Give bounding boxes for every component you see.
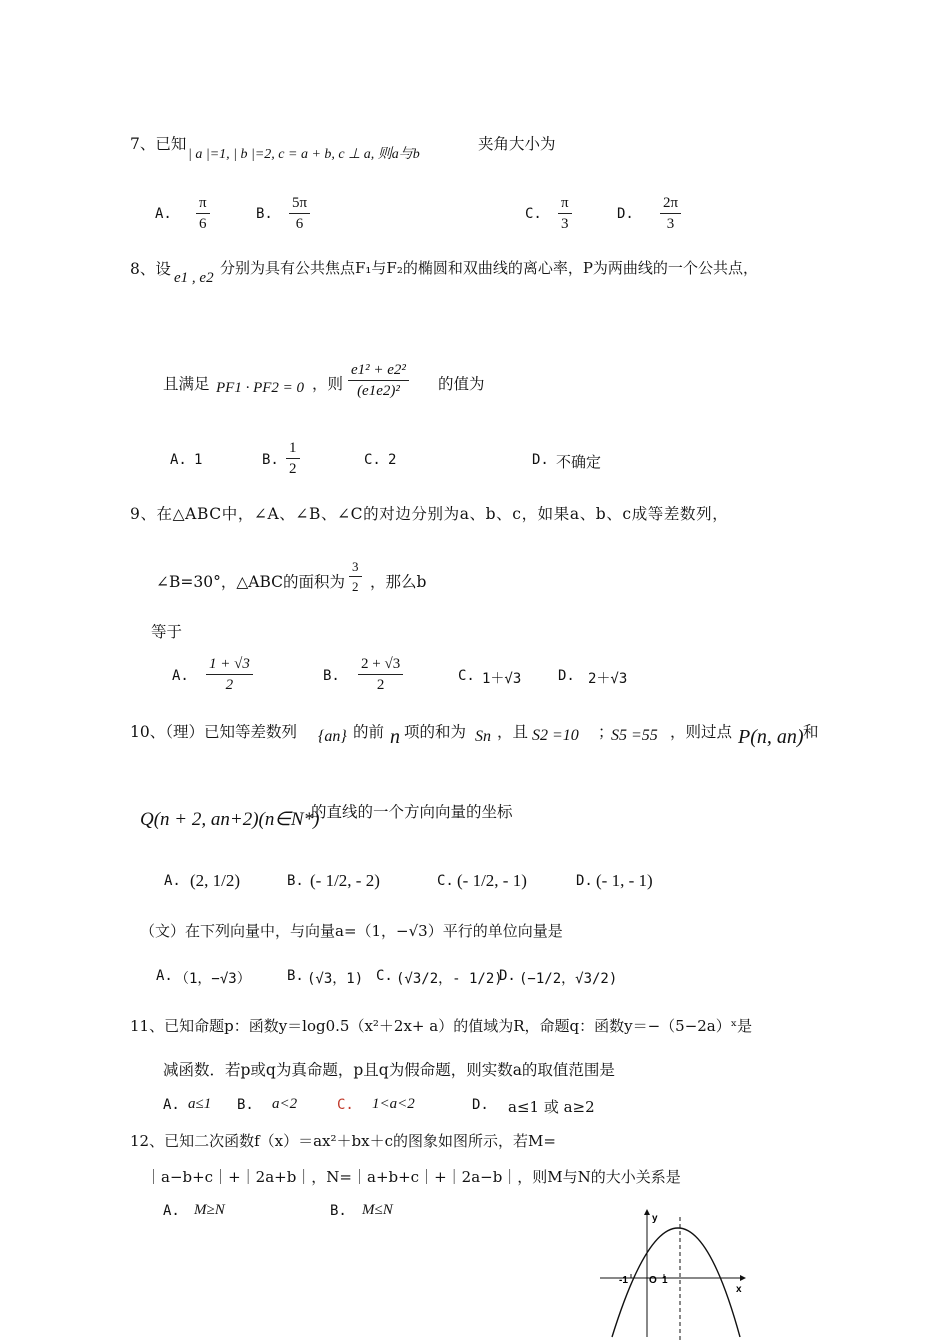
q8-option-c-value: 2 [388, 452, 397, 468]
q10-s2: S2 =10 [532, 727, 579, 744]
parabola-curve [612, 1228, 740, 1337]
q10-option-d-value: (- 1, - 1) [596, 871, 653, 890]
q10-wen-option-c-label: C. [376, 968, 393, 984]
q11-line1: 11、已知命题p：函数y＝log0.5（x²＋2x+ a）的值域为R，命题q：函数y＝−（5−2a）ˣ是 [130, 1017, 753, 1035]
q8-vars: e1 , e2 [174, 270, 214, 286]
q8-option-b-frac: $\frac{1}{2}$ [286, 440, 300, 478]
x-axis-label: x [736, 1284, 742, 1295]
q11-line2: 减函数．若p或q为真命题，p且q为假命题，则实数a的取值范围是 [163, 1061, 615, 1079]
q10-p4: ，且 [497, 723, 529, 741]
q7-option-c-frac: $\frac{\pi}{3}$ [558, 195, 572, 233]
q10-wen: （文）在下列向量中，与向量a=（1，−√3）平行的单位向量是 [140, 922, 563, 940]
q10-option-a-value: (2, 1/2) [190, 871, 241, 890]
q10-option-c-value: (- 1/2, - 1) [457, 871, 527, 890]
q7-condition: | a |=1, | b |=2, c = a + b, c ⊥ a, 则a与b [188, 147, 420, 162]
q10-p2: 的前 [353, 723, 385, 741]
q8-line2-prefix: 且满足 [163, 375, 210, 393]
q10-wen-option-b-label: B. [287, 968, 304, 984]
q10-line2: 的直线的一个方向向量的坐标 [311, 803, 513, 821]
q9-option-c-value: 1＋√3 [482, 671, 522, 687]
q10-wen-option-a-label: A. [156, 968, 173, 984]
q10-wen-option-a-value: （1，−√3） [175, 971, 251, 987]
q9-line1: 9、在△ABC中，∠A、∠B、∠C的对边分别为a、b、c，如果a、b、c成等差数列， [130, 505, 729, 523]
q10-option-b-label: B. [287, 873, 304, 889]
q8-line2-suffix: 的值为 [438, 375, 485, 393]
q7-option-b-label: B. [256, 206, 273, 222]
q9-option-b-label: B. [323, 668, 340, 684]
q8-condition: PF1 · PF2 = 0 [216, 380, 305, 396]
one-label: 1 [662, 1275, 668, 1286]
q10-wen-option-d-value: (−1/2，√3/2) [519, 971, 618, 987]
q12-option-a-value: M≥N [194, 1202, 225, 1218]
q10-option-c-label: C. [437, 873, 454, 889]
q10-n: n [390, 726, 400, 748]
q8-option-d-label: D. [532, 452, 549, 468]
q8-option-d-value: 不确定 [556, 453, 602, 471]
parabola-graph [600, 1205, 760, 1340]
origin-label: O [649, 1275, 657, 1286]
q11-option-b-value: a<2 [272, 1096, 298, 1112]
q10-option-d-label: D. [576, 873, 593, 889]
q7-suffix: 夹角大小为 [478, 135, 556, 153]
q11-option-a-value: a≤1 [188, 1096, 212, 1112]
q11-option-d-label: D. [472, 1097, 489, 1113]
q10-p1: 10、（理）已知等差数列 [130, 723, 297, 741]
q11-option-c-label: C. [337, 1097, 354, 1113]
q11-option-a-label: A. [163, 1097, 180, 1113]
q7-option-b-frac: $\frac{5\pi}{6}$ [289, 195, 310, 233]
q11-option-c-value: 1<a<2 [372, 1096, 415, 1112]
q7-option-a-label: A. [155, 206, 172, 222]
q9-option-d-value: 2＋√3 [588, 671, 628, 687]
q9-option-d-label: D. [558, 668, 575, 684]
q10-p3: 项的和为 [404, 723, 467, 741]
q9-option-a-frac: $\frac{1 + √3}{2}$ [206, 656, 253, 694]
q10-wen-option-d-label: D. [499, 968, 516, 984]
q10-s5: S5 =55 [611, 727, 658, 744]
q10-wen-option-b-value: (√3，1) [307, 971, 364, 987]
q10-option-b-value: (- 1/2, - 2) [310, 871, 380, 890]
q9-line3: 等于 [151, 623, 183, 641]
q10-sep: ； [598, 723, 614, 741]
q9-option-a-label: A. [172, 668, 189, 684]
q10-p5: ，则过点 [670, 723, 733, 741]
neg1-label: -1 [619, 1275, 628, 1286]
q7-option-d-label: D. [617, 206, 634, 222]
q10-p6: 和 [803, 723, 819, 741]
q10-sn: Sn [475, 728, 491, 745]
q11-option-b-label: B. [237, 1097, 254, 1113]
q10-point-q: Q(n + 2, an+2)(n∈N*) [140, 809, 320, 830]
q10-point-p: P(n, an) [738, 726, 804, 748]
y-axis-label: y [652, 1213, 658, 1224]
q8-option-a-value: 1 [194, 452, 203, 468]
q12-option-a-label: A. [163, 1203, 180, 1219]
q9-option-b-frac: $\frac{2 + √3}{2}$ [358, 656, 403, 694]
q7-option-c-label: C. [525, 206, 542, 222]
q11-option-d-value: a≤1 或 a≥2 [508, 1098, 595, 1116]
q9-option-c-label: C. [458, 668, 475, 684]
q8-prefix: 8、设 [130, 260, 171, 278]
q12-line1: 12、已知二次函数f（x）＝ax²＋bx＋c的图象如图所示，若M= [130, 1132, 556, 1150]
q7-prefix: 7、已知 [130, 135, 187, 153]
q7-option-a-frac: $\frac{\pi}{6}$ [196, 195, 210, 233]
q10-wen-option-c-value: (√3/2，- 1/2) [396, 971, 503, 987]
q12-option-b-label: B. [330, 1203, 347, 1219]
q8-option-a-label: A. [170, 452, 187, 468]
q8-text: 分别为具有公共焦点F₁与F₂的椭圆和双曲线的离心率，P为两曲线的一个公共点， [220, 259, 758, 277]
q7-option-d-frac: $\frac{2\pi}{3}$ [660, 195, 681, 233]
q9-area-frac: $\frac{3}{2}$ [349, 559, 362, 595]
q12-option-b-value: M≤N [362, 1202, 393, 1218]
q8-option-b-label: B. [262, 452, 279, 468]
q8-option-c-label: C. [364, 452, 381, 468]
q8-expression: $\frac{\text{e1² + e2²}}{\text{(e1e2)²}}$ [348, 362, 409, 400]
q8-line2-mid: ，则 [312, 375, 344, 393]
q10-option-a-label: A. [164, 873, 181, 889]
q9-line2-suffix: ，那么b [370, 573, 427, 591]
q10-seq: {an} [318, 728, 347, 745]
q12-line2: ｜a−b+c｜+｜2a+b｜，N=｜a+b+c｜+｜2a−b｜，则M与N的大小关系是 [146, 1168, 681, 1186]
q9-line2-prefix: ∠B=30°，△ABC的面积为 [156, 573, 345, 591]
